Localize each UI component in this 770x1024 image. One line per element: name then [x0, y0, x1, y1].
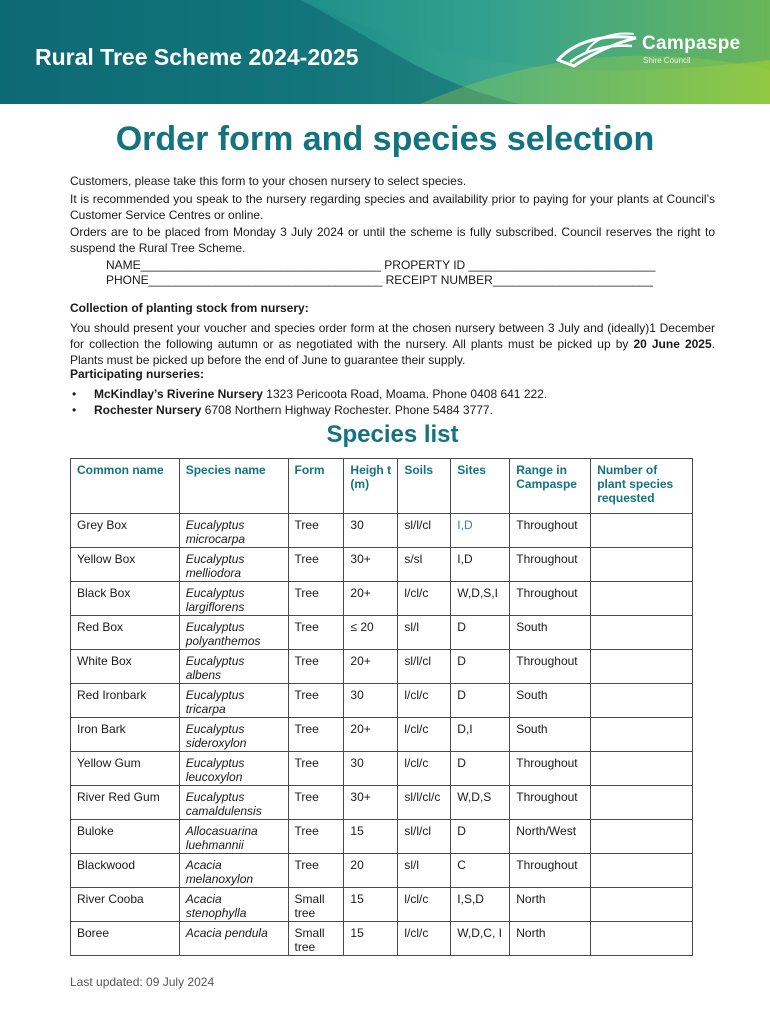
collection-heading: Collection of planting stock from nursery:	[70, 301, 309, 315]
quantity-requested-cell[interactable]	[591, 514, 693, 548]
soils-cell: l/cl/c	[398, 718, 451, 752]
quantity-requested-cell[interactable]	[591, 582, 693, 616]
soils-cell: l/cl/c	[398, 582, 451, 616]
logo-name: Campaspe	[642, 33, 741, 54]
soils-cell: sl/l/cl	[398, 514, 451, 548]
soils-cell: l/cl/c	[398, 888, 451, 922]
table-row	[71, 718, 693, 752]
leaf-logo-icon	[556, 30, 640, 70]
common-name-cell: Blackwood	[71, 854, 180, 888]
species-name-cell: Acacia melanoxylon	[179, 854, 288, 888]
nursery-list	[70, 386, 547, 418]
collection-deadline: 20 June 2025	[633, 337, 712, 351]
common-name-cell: Red Box	[71, 616, 180, 650]
intro-paragraph-2: It is recommended you speak to the nursery regarding species and availability prior to paying for your plants at Council’s Customer Service Centres or online.	[70, 192, 715, 222]
range-cell: North	[510, 922, 591, 956]
list-item	[70, 402, 547, 418]
banner-title: Rural Tree Scheme 2024-2025	[35, 44, 359, 70]
nursery-name: Rochester Nursery	[94, 403, 202, 417]
column-header: Range in Campaspe	[510, 459, 591, 514]
nurseries-heading: Participating nurseries:	[70, 367, 205, 381]
sites-cell: I,S,D	[451, 888, 510, 922]
range-cell: Throughout	[510, 786, 591, 820]
soils-cell: sl/l	[398, 616, 451, 650]
table-header-row	[71, 459, 693, 514]
height-cell: 30	[344, 752, 398, 786]
receipt-number-field[interactable]: RECEIPT NUMBER________________________	[385, 273, 653, 287]
range-cell: South	[510, 718, 591, 752]
form-cell: Tree	[288, 650, 344, 684]
header-banner	[0, 0, 770, 104]
table-row	[71, 514, 693, 548]
form-cell: Tree	[288, 752, 344, 786]
species-name-cell: Eucalyptus microcarpa	[179, 514, 288, 548]
height-cell: 30	[344, 514, 398, 548]
height-cell: 15	[344, 820, 398, 854]
collection-text-a: You should present your voucher and species order form at the chosen nursery between 3 July and (ideally)1 December for collection the following autumn or as negotiated with the nursery. All plants must be picked up by	[70, 321, 715, 351]
height-cell: 20+	[344, 718, 398, 752]
species-name-cell: Acacia pendula	[179, 922, 288, 956]
column-header: Sites	[451, 459, 510, 514]
range-cell: South	[510, 684, 591, 718]
range-cell: North/West	[510, 820, 591, 854]
soils-cell: l/cl/c	[398, 922, 451, 956]
species-name-cell: Eucalyptus polyanthemos	[179, 616, 288, 650]
common-name-cell: Iron Bark	[71, 718, 180, 752]
quantity-requested-cell[interactable]	[591, 888, 693, 922]
common-name-cell: Black Box	[71, 582, 180, 616]
common-name-cell: White Box	[71, 650, 180, 684]
list-item	[70, 386, 547, 402]
species-name-cell: Eucalyptus melliodora	[179, 548, 288, 582]
table-row	[71, 922, 693, 956]
last-updated-footer: Last updated: 09 July 2024	[70, 975, 215, 989]
height-cell: 30+	[344, 548, 398, 582]
quantity-requested-cell[interactable]	[591, 786, 693, 820]
quantity-requested-cell[interactable]	[591, 616, 693, 650]
sites-cell: I,D	[451, 548, 510, 582]
sites-cell: C	[451, 854, 510, 888]
quantity-requested-cell[interactable]	[591, 752, 693, 786]
height-cell: 30+	[344, 786, 398, 820]
table-row	[71, 684, 693, 718]
phone-field[interactable]: PHONE___________________________________	[106, 273, 383, 287]
campaspe-logo	[556, 30, 746, 70]
logo-sub: Shire Council	[643, 56, 691, 65]
common-name-cell: River Red Gum	[71, 786, 180, 820]
quantity-requested-cell[interactable]	[591, 820, 693, 854]
range-cell: South	[510, 616, 591, 650]
table-row	[71, 820, 693, 854]
soils-cell: sl/l/cl	[398, 820, 451, 854]
form-cell: Tree	[288, 616, 344, 650]
range-cell: Throughout	[510, 582, 591, 616]
column-header: Species name	[179, 459, 288, 514]
column-header: Form	[288, 459, 344, 514]
sites-cell: D	[451, 752, 510, 786]
species-name-cell: Eucalyptus albens	[179, 650, 288, 684]
common-name-cell: Red Ironbark	[71, 684, 180, 718]
intro-paragraph-3: Orders are to be placed from Monday 3 July 2024 or until the scheme is fully subscribed. Council reserves the right to suspend the Rural Tree Scheme.	[70, 225, 715, 255]
quantity-requested-cell[interactable]	[591, 718, 693, 752]
sites-cell: I,D	[451, 514, 510, 548]
table-row	[71, 616, 693, 650]
height-cell: 20+	[344, 650, 398, 684]
common-name-cell: Boree	[71, 922, 180, 956]
soils-cell: l/cl/c	[398, 684, 451, 718]
height-cell: ≤ 20	[344, 616, 398, 650]
soils-cell: l/cl/c	[398, 752, 451, 786]
species-name-cell: Eucalyptus largiflorens	[179, 582, 288, 616]
species-list-heading: Species list	[326, 421, 459, 448]
table-row	[71, 650, 693, 684]
table-row	[71, 786, 693, 820]
sites-cell: D	[451, 684, 510, 718]
range-cell: Throughout	[510, 548, 591, 582]
species-name-cell: Eucalyptus leucoxylon	[179, 752, 288, 786]
range-cell: Throughout	[510, 752, 591, 786]
quantity-requested-cell[interactable]	[591, 684, 693, 718]
customer-details-form	[106, 258, 655, 288]
table-row	[71, 752, 693, 786]
species-table-body	[71, 514, 693, 956]
species-name-cell: Eucalyptus sideroxylon	[179, 718, 288, 752]
height-cell: 15	[344, 922, 398, 956]
sites-cell: W,D,C, I	[451, 922, 510, 956]
property-id-field[interactable]: PROPERTY ID ____________________________	[384, 258, 656, 272]
common-name-cell: Grey Box	[71, 514, 180, 548]
common-name-cell: Buloke	[71, 820, 180, 854]
table-row	[71, 548, 693, 582]
table-row	[71, 854, 693, 888]
nursery-detail: 1323 Pericoota Road, Moama. Phone 0408 641 222.	[262, 387, 548, 401]
height-cell: 30	[344, 684, 398, 718]
sites-cell: W,D,S,I	[451, 582, 510, 616]
collection-text-b: . Plants must be picked up before the end of June to guarantee their supply.	[70, 337, 716, 367]
column-header: Common name	[71, 459, 180, 514]
table-row	[71, 888, 693, 922]
height-cell: 15	[344, 888, 398, 922]
common-name-cell: River Cooba	[71, 888, 180, 922]
quantity-requested-cell[interactable]	[591, 922, 693, 956]
range-cell: North	[510, 888, 591, 922]
soils-cell: sl/l/cl	[398, 650, 451, 684]
sites-cell: W,D,S	[451, 786, 510, 820]
quantity-requested-cell[interactable]	[591, 548, 693, 582]
range-cell: Throughout	[510, 854, 591, 888]
collection-paragraph	[70, 320, 715, 368]
form-cell: Small tree	[288, 888, 344, 922]
sites-cell: D	[451, 820, 510, 854]
sites-cell: D,I	[451, 718, 510, 752]
soils-cell: s/sl	[398, 548, 451, 582]
species-name-cell: Allocasuarina luehmannii	[179, 820, 288, 854]
soils-cell: sl/l	[398, 854, 451, 888]
form-cell: Tree	[288, 854, 344, 888]
form-cell: Tree	[288, 684, 344, 718]
table-row	[71, 582, 693, 616]
quantity-requested-cell[interactable]	[591, 650, 693, 684]
form-cell: Tree	[288, 718, 344, 752]
quantity-requested-cell[interactable]	[591, 854, 693, 888]
species-table	[70, 458, 693, 956]
common-name-cell: Yellow Gum	[71, 752, 180, 786]
soils-cell: sl/l/cl/c	[398, 786, 451, 820]
column-header: Soils	[398, 459, 451, 514]
form-cell: Tree	[288, 786, 344, 820]
column-header: Heigh t (m)	[344, 459, 398, 514]
species-name-cell: Eucalyptus camaldulensis	[179, 786, 288, 820]
nursery-name: McKindlay’s Riverine Nursery	[94, 387, 263, 401]
form-cell: Tree	[288, 582, 344, 616]
height-cell: 20	[344, 854, 398, 888]
page-title: Order form and species selection	[115, 120, 655, 158]
nursery-detail: 6708 Northern Highway Rochester. Phone 5484 3777.	[201, 403, 493, 417]
form-cell: Small tree	[288, 922, 344, 956]
height-cell: 20+	[344, 582, 398, 616]
intro-paragraph-1: Customers, please take this form to your chosen nursery to select species.	[70, 174, 467, 188]
species-name-cell: Eucalyptus tricarpa	[179, 684, 288, 718]
form-cell: Tree	[288, 548, 344, 582]
range-cell: Throughout	[510, 514, 591, 548]
form-cell: Tree	[288, 820, 344, 854]
column-header: Number of plant species requested	[591, 459, 693, 514]
common-name-cell: Yellow Box	[71, 548, 180, 582]
sites-cell: D	[451, 650, 510, 684]
sites-cell: D	[451, 616, 510, 650]
form-cell: Tree	[288, 514, 344, 548]
name-field[interactable]: NAME____________________________________	[106, 258, 381, 272]
species-name-cell: Acacia stenophylla	[179, 888, 288, 922]
range-cell: Throughout	[510, 650, 591, 684]
